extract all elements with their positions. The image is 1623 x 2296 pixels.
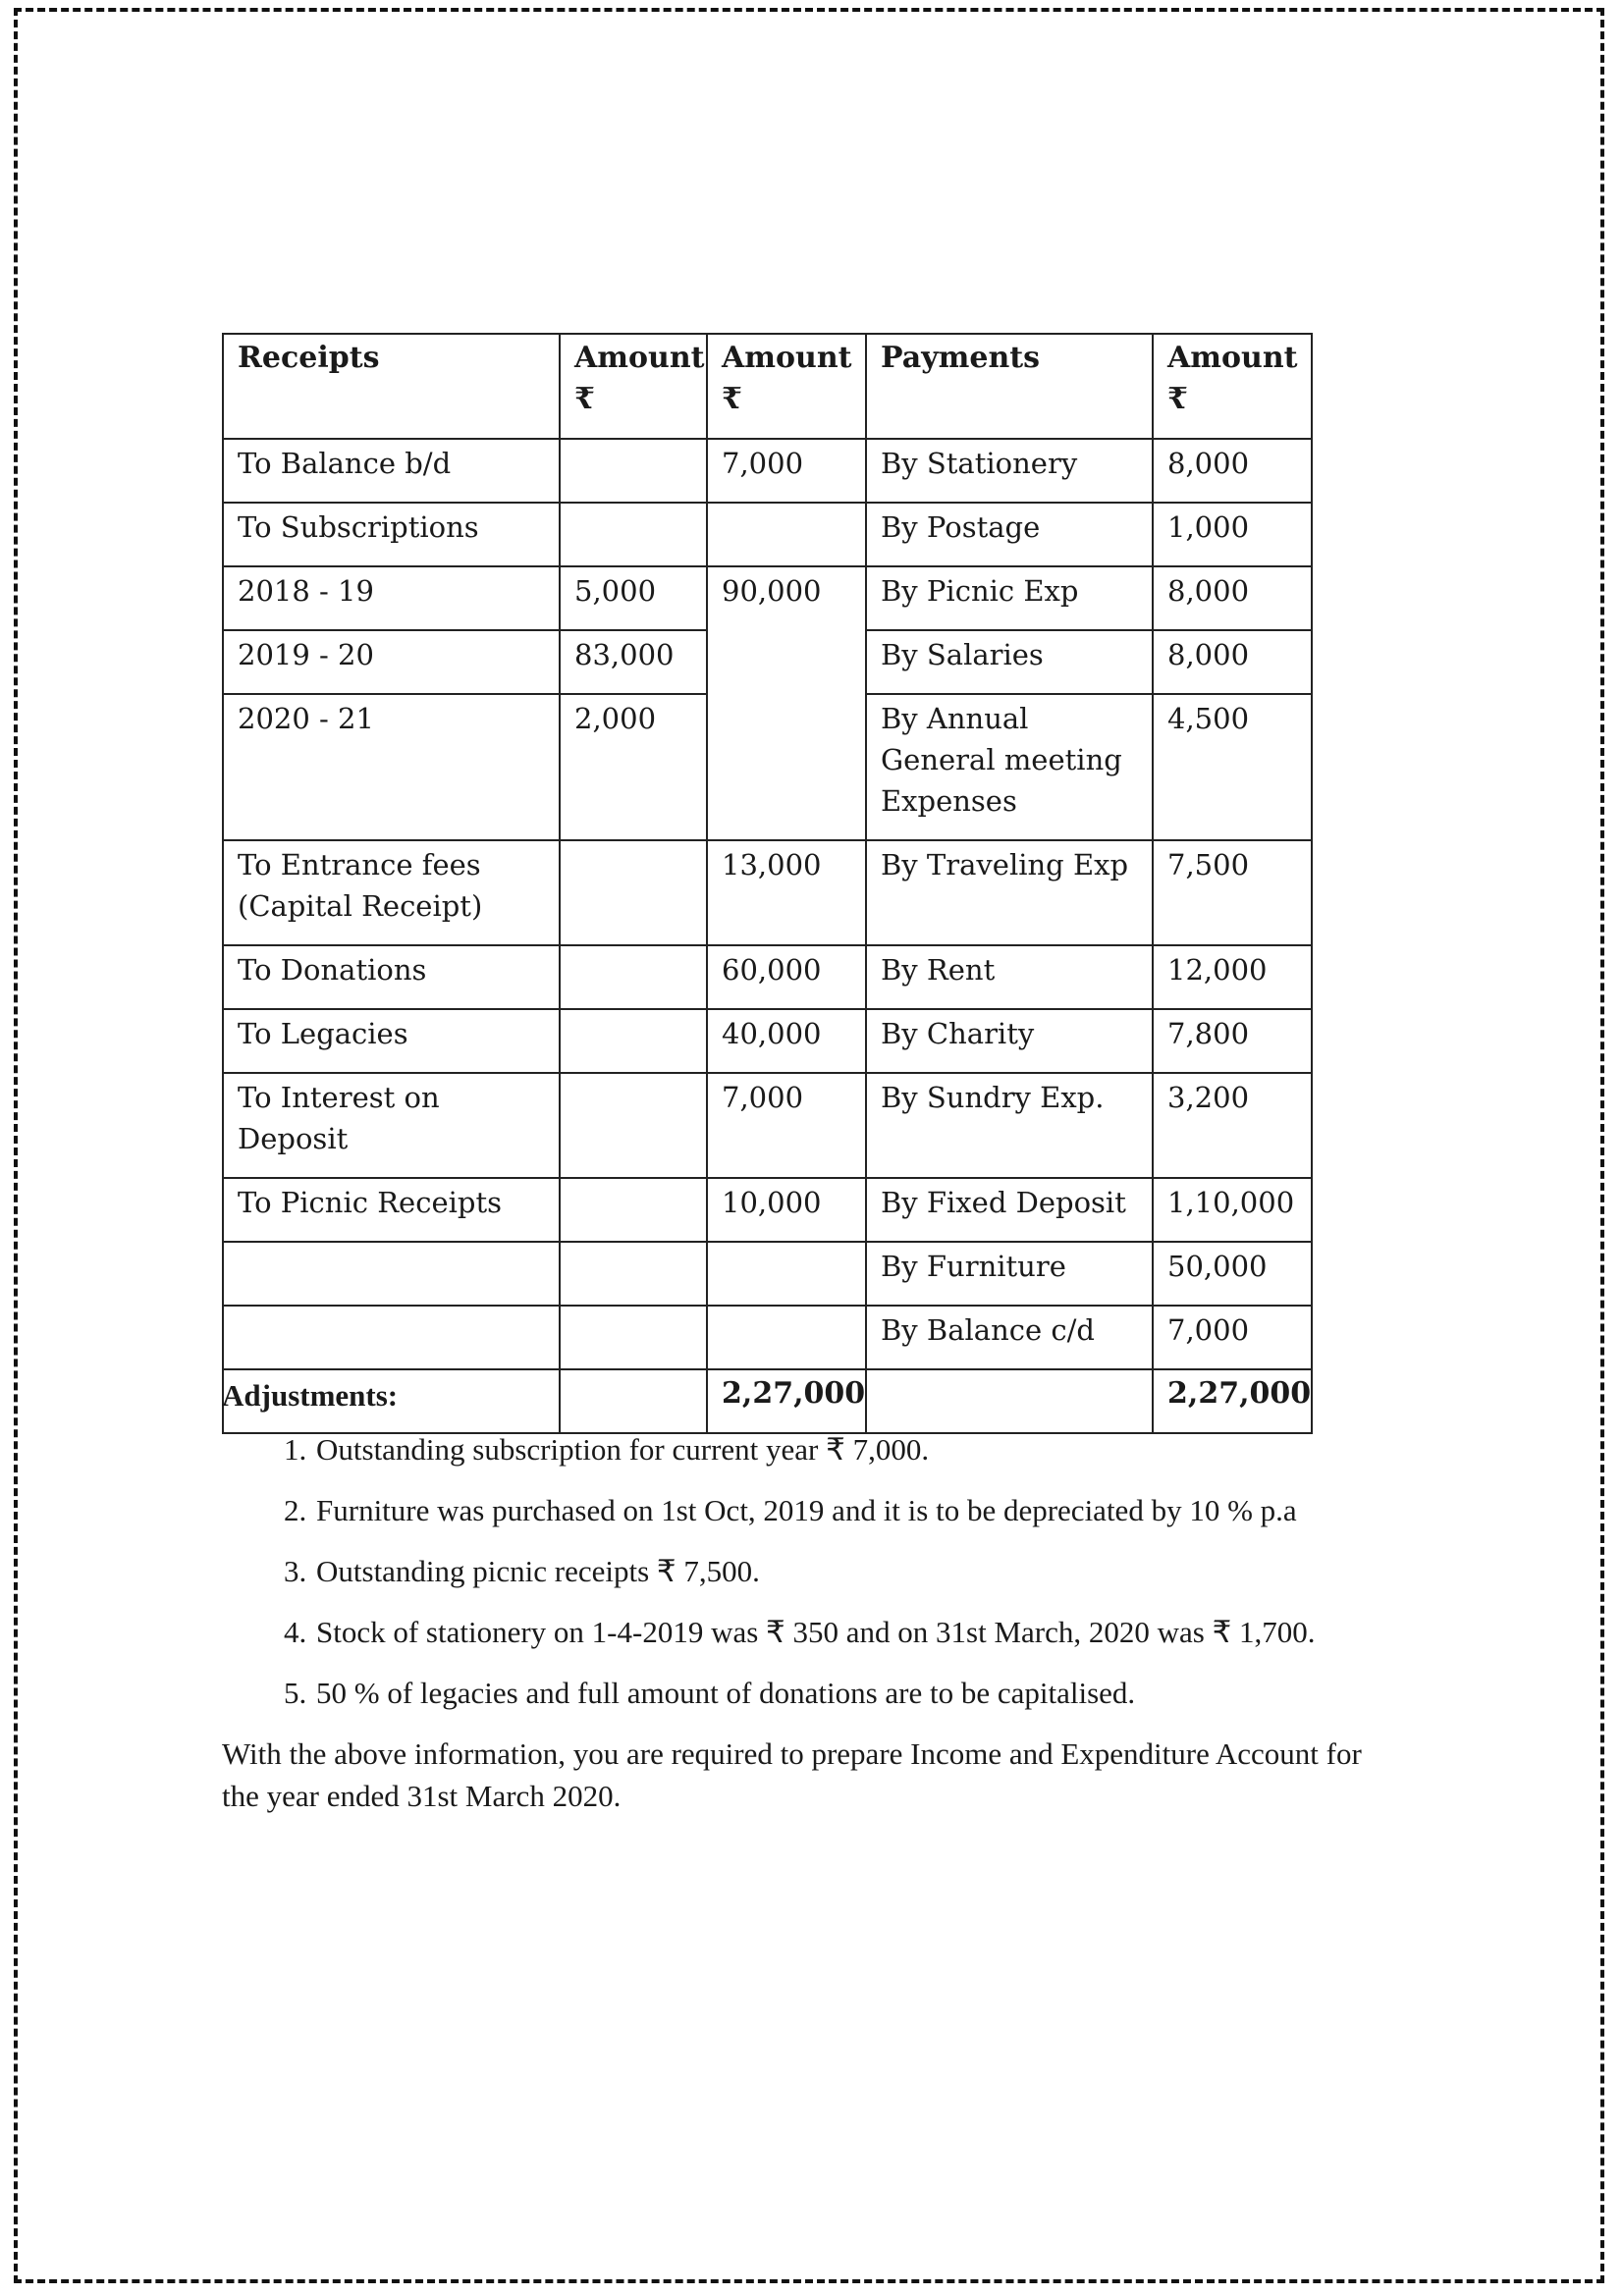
payment-cell: By Postage bbox=[866, 503, 1153, 566]
receipt-cell: To Legacies bbox=[223, 1009, 560, 1073]
adjustments-list bbox=[222, 1428, 1400, 1714]
receipts-total: 2,27,000 bbox=[707, 1369, 866, 1433]
payment-cell: By Traveling Exp bbox=[866, 840, 1153, 945]
receipt-cell: To Picnic Receipts bbox=[223, 1178, 560, 1242]
payment-cell: By Charity bbox=[866, 1009, 1153, 1073]
payment-cell: By Furniture bbox=[866, 1242, 1153, 1306]
adjustments-section bbox=[222, 1374, 1400, 1817]
amount-cell bbox=[560, 945, 707, 1009]
amount-cell bbox=[707, 503, 866, 566]
receipt-cell: 2019 - 20 bbox=[223, 630, 560, 694]
amount-cell: 7,000 bbox=[1153, 1306, 1312, 1369]
amount-cell: 5,000 bbox=[560, 566, 707, 630]
payment-cell: By Picnic Exp bbox=[866, 566, 1153, 630]
payment-cell: By Balance c/d bbox=[866, 1306, 1153, 1369]
amount-cell: 1,000 bbox=[1153, 503, 1312, 566]
amount-cell bbox=[560, 439, 707, 503]
amount-cell bbox=[560, 1009, 707, 1073]
amount-cell: 40,000 bbox=[707, 1009, 866, 1073]
amount-cell: 12,000 bbox=[1153, 945, 1312, 1009]
amount-header-3: Amount ₹ bbox=[1153, 334, 1312, 439]
receipt-cell bbox=[223, 1242, 560, 1306]
receipts-payments-table bbox=[222, 333, 1313, 1434]
table-row bbox=[223, 840, 1312, 945]
payment-cell: By Annual General meeting Expenses bbox=[866, 694, 1153, 840]
amount-cell bbox=[707, 1242, 866, 1306]
amount-cell: 83,000 bbox=[560, 630, 707, 694]
amount-cell: 90,000 bbox=[707, 566, 866, 840]
payment-cell: By Rent bbox=[866, 945, 1153, 1009]
adjustment-item: 4. Stock of stationery on 1-4-2019 was ₹ 350 and on 31st March, 2020 was ₹ 1,700. bbox=[314, 1611, 1400, 1653]
amount-cell bbox=[560, 840, 707, 945]
amount-cell bbox=[560, 1178, 707, 1242]
instruction-text: With the above information, you are required to prepare Income and Expenditure Account for the year ended 31st March 2020. bbox=[222, 1736, 1362, 1813]
adjustment-item: 3. Outstanding picnic receipts ₹ 7,500. bbox=[314, 1550, 1400, 1592]
amount-cell: 10,000 bbox=[707, 1178, 866, 1242]
table-row bbox=[223, 945, 1312, 1009]
receipt-cell: To Subscriptions bbox=[223, 503, 560, 566]
receipt-cell: To Balance b/d bbox=[223, 439, 560, 503]
table-row bbox=[223, 1306, 1312, 1369]
amount-cell bbox=[560, 503, 707, 566]
amount-cell: 1,10,000 bbox=[1153, 1178, 1312, 1242]
adjustment-item: 5. 50 % of legacies and full amount of donations are to be capitalised. bbox=[314, 1672, 1400, 1714]
amount-cell bbox=[560, 1306, 707, 1369]
table-row bbox=[223, 1073, 1312, 1178]
table-row bbox=[223, 439, 1312, 503]
amount-cell: 7,800 bbox=[1153, 1009, 1312, 1073]
receipt-cell: To Donations bbox=[223, 945, 560, 1009]
amount-cell: 8,000 bbox=[1153, 439, 1312, 503]
amount-cell: 8,000 bbox=[1153, 630, 1312, 694]
payments-total: 2,27,000 bbox=[1153, 1369, 1312, 1433]
adjustment-item: 2. Furniture was purchased on 1st Oct, 2019 and it is to be depreciated by 10 % p.a bbox=[314, 1489, 1400, 1531]
amount-cell: 8,000 bbox=[1153, 566, 1312, 630]
amount-cell bbox=[560, 1073, 707, 1178]
receipt-cell: 2018 - 19 bbox=[223, 566, 560, 630]
adjustments-heading: Adjustments: bbox=[222, 1378, 399, 1413]
amount-cell: 7,500 bbox=[1153, 840, 1312, 945]
receipts-header: Receipts bbox=[223, 334, 560, 439]
amount-header-2: Amount ₹ bbox=[707, 334, 866, 439]
amount-cell bbox=[707, 1306, 866, 1369]
amount-cell: 2,000 bbox=[560, 694, 707, 840]
payment-cell: By Sundry Exp. bbox=[866, 1073, 1153, 1178]
table-row bbox=[223, 1242, 1312, 1306]
payment-cell: By Salaries bbox=[866, 630, 1153, 694]
amount-cell: 7,000 bbox=[707, 439, 866, 503]
table-row bbox=[223, 1009, 1312, 1073]
amount-cell: 3,200 bbox=[1153, 1073, 1312, 1178]
table-row bbox=[223, 1178, 1312, 1242]
table-header-row bbox=[223, 334, 1312, 439]
amount-cell: 7,000 bbox=[707, 1073, 866, 1178]
receipt-cell bbox=[223, 1306, 560, 1369]
amount-cell: 50,000 bbox=[1153, 1242, 1312, 1306]
receipt-cell: To Entrance fees (Capital Receipt) bbox=[223, 840, 560, 945]
amount-cell bbox=[560, 1242, 707, 1306]
payment-cell: By Stationery bbox=[866, 439, 1153, 503]
receipt-cell: To Interest on Deposit bbox=[223, 1073, 560, 1178]
receipt-cell: 2020 - 21 bbox=[223, 694, 560, 840]
adjustment-item: 1. Outstanding subscription for current year ₹ 7,000. bbox=[314, 1428, 1400, 1470]
amount-cell: 60,000 bbox=[707, 945, 866, 1009]
table-row bbox=[223, 503, 1312, 566]
amount-header-1: Amount ₹ bbox=[560, 334, 707, 439]
table-row bbox=[223, 566, 1312, 630]
amount-cell: 13,000 bbox=[707, 840, 866, 945]
payment-cell: By Fixed Deposit bbox=[866, 1178, 1153, 1242]
amount-cell: 4,500 bbox=[1153, 694, 1312, 840]
payments-header: Payments bbox=[866, 334, 1153, 439]
